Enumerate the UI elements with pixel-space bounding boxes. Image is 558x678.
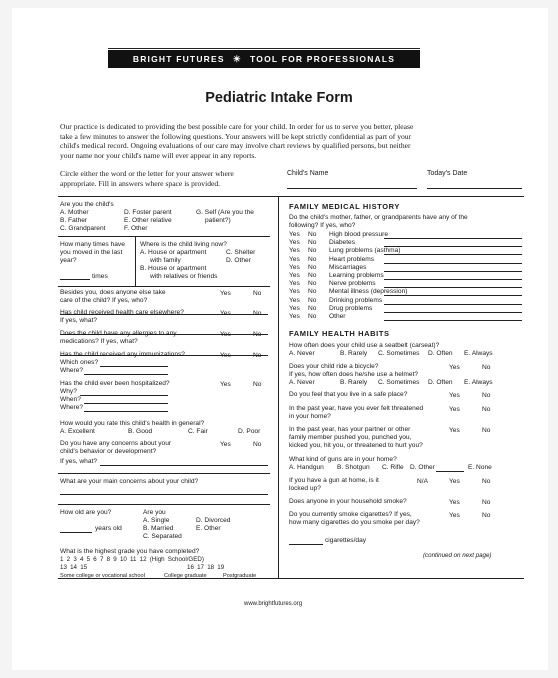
behavior-if-yes: If yes, what?: [60, 458, 98, 465]
partner-question-cont: family member pushed you, punched you,: [289, 434, 412, 441]
grade-row-2[interactable]: 16 17 18 19: [187, 564, 225, 571]
option-mother[interactable]: A. Mother: [60, 209, 89, 216]
moved-question-cont: you moved in the last: [60, 249, 123, 256]
no-option[interactable]: No: [253, 441, 262, 448]
no-option[interactable]: No: [482, 364, 491, 371]
safe-place-question: Do you feel that you live in a safe place?: [289, 391, 408, 398]
moved-question-cont: year?: [60, 257, 77, 264]
no-option[interactable]: No: [253, 290, 262, 297]
condition-label: Mental illness (depression): [329, 288, 408, 296]
yes-option[interactable]: Yes: [220, 331, 231, 338]
cigarettes-field[interactable]: [289, 544, 323, 545]
seatbelt-question: How often does your child use a seatbelt (carseat)?: [289, 342, 440, 349]
no-option[interactable]: No: [482, 406, 491, 413]
condition-who-field[interactable]: [384, 254, 522, 255]
rate-poor[interactable]: D. Poor: [238, 428, 261, 435]
option-father[interactable]: B. Father: [60, 217, 88, 224]
option-self-cont: patient?): [205, 217, 231, 224]
option-shelter[interactable]: C. Shelter: [226, 249, 256, 256]
family-health-habits-title: FAMILY HEALTH HABITS: [289, 329, 390, 338]
condition-who-field[interactable]: [384, 238, 522, 239]
seatbelt-often[interactable]: D. Often: [428, 350, 453, 357]
condition-yes[interactable]: Yes: [289, 288, 300, 296]
condition-label: Drinking problems: [329, 296, 383, 304]
condition-no[interactable]: No: [308, 272, 317, 279]
helmet-question: If yes, how often does he/she use a helmet?: [289, 371, 419, 378]
living-question: Where is the child living now?: [140, 241, 227, 248]
partner-question-cont: kicked you, hit you, or threatened to hurt you?: [289, 442, 423, 449]
instruction-line: appropriate. Fill in answers where space is provided.: [60, 178, 221, 188]
condition-who-field[interactable]: [384, 320, 522, 321]
banner-left: BRIGHT FUTURES: [132, 54, 225, 64]
immunization-question: Has the child received any immunizations?: [60, 351, 185, 358]
option-house-relatives-cont: with relatives or friends: [150, 273, 218, 280]
instruction-line: Circle either the word or the letter for your answer where: [60, 169, 234, 178]
cigarettes-question-cont: how many cigarettes do you smoke per day?: [289, 519, 420, 526]
condition-yes[interactable]: Yes: [289, 239, 300, 247]
age-field[interactable]: [60, 532, 92, 533]
condition-label: Nerve problems: [329, 280, 376, 288]
condition-yes[interactable]: Yes: [289, 272, 300, 279]
no-option[interactable]: No: [253, 352, 262, 359]
answer-line[interactable]: [84, 403, 168, 404]
cell-divider: [135, 236, 136, 286]
yes-option[interactable]: Yes: [449, 406, 460, 413]
condition-yes[interactable]: Yes: [289, 313, 300, 320]
rule: [58, 286, 270, 287]
condition-label: High blood pressure: [329, 231, 389, 238]
smoke-question: Does anyone in your household smoke?: [289, 498, 407, 505]
threatened-question-cont: in your home?: [289, 413, 331, 420]
condition-yes[interactable]: Yes: [289, 296, 300, 304]
yes-option[interactable]: Yes: [449, 478, 460, 485]
condition-no[interactable]: No: [308, 255, 317, 263]
grade-label-college: Some college or vocational school: [60, 573, 145, 579]
condition-no[interactable]: No: [308, 313, 317, 320]
childs-name-field[interactable]: [287, 188, 417, 189]
answer-line[interactable]: [100, 465, 268, 466]
no-option[interactable]: No: [482, 427, 491, 434]
concerns-question: What are your main concerns about your child?: [60, 478, 199, 485]
no-option[interactable]: No: [253, 331, 262, 338]
immunization-which: Which ones?: [60, 359, 99, 366]
option-self[interactable]: G. Self (Are you the: [196, 209, 254, 216]
status-other[interactable]: E. Other: [196, 525, 221, 532]
condition-label: Other: [329, 313, 346, 320]
rule: [58, 504, 270, 505]
condition-yes[interactable]: Yes: [289, 247, 300, 255]
option-other-relative[interactable]: E. Other relative: [124, 217, 172, 224]
elsewhere-question: Has child received health care elsewhere?: [60, 309, 184, 316]
condition-who-field[interactable]: [384, 295, 522, 296]
seatbelt-rarely[interactable]: B. Rarely: [340, 350, 368, 357]
option-other[interactable]: F. Other: [124, 225, 148, 232]
condition-no[interactable]: No: [308, 239, 317, 247]
condition-who-field[interactable]: [384, 304, 522, 305]
todays-date-label: Today's Date: [427, 170, 468, 177]
yes-option[interactable]: Yes: [449, 427, 460, 434]
cigarettes-question: Do you currently smoke cigarettes? If yes,: [289, 511, 412, 518]
grade-label-graduate: College graduate: [164, 573, 207, 579]
no-option[interactable]: No: [253, 381, 262, 388]
answer-line[interactable]: [84, 374, 168, 375]
continued-note: (continued on next page): [423, 552, 492, 559]
yes-option[interactable]: Yes: [449, 392, 460, 399]
gun-locked-question: If you have a gun at home, is it: [289, 477, 379, 484]
status-divorced[interactable]: D. Divorced: [196, 517, 231, 524]
yes-option[interactable]: Yes: [220, 310, 231, 317]
condition-yes[interactable]: Yes: [289, 231, 300, 238]
relationship-question: Are you the child's: [60, 201, 114, 208]
seatbelt-always[interactable]: E. Always: [464, 350, 493, 357]
times-label: times: [92, 273, 108, 280]
no-option[interactable]: No: [253, 310, 262, 317]
condition-label: Lung problems (asthma): [329, 247, 401, 255]
grade-question: What is the highest grade you have completed?: [60, 548, 200, 555]
helmet-sometimes[interactable]: C. Sometimes: [378, 379, 420, 386]
helmet-rarely[interactable]: B. Rarely: [340, 379, 368, 386]
allergy-question-cont: medications? If yes, what?: [60, 338, 138, 345]
behavior-question-cont: child's behavior or development?: [60, 448, 157, 455]
intro-line: child's medical record. Ongoing evaluations of our care may involve chart reviews by qualified persons, but neither: [60, 141, 411, 150]
yes-option[interactable]: Yes: [220, 290, 231, 297]
condition-label: Miscarriages: [329, 263, 367, 271]
condition-yes[interactable]: Yes: [289, 263, 300, 271]
answer-line[interactable]: [80, 395, 168, 396]
rate-question: How would you rate this child's health in general?: [60, 420, 205, 427]
todays-date-field[interactable]: [427, 188, 522, 189]
condition-no[interactable]: No: [308, 231, 317, 238]
helmet-always[interactable]: E. Always: [464, 379, 493, 386]
banner: [108, 50, 420, 68]
section-rule: [58, 196, 524, 197]
gun-other-field[interactable]: [436, 471, 464, 472]
gun-locked-question-cont: locked up?: [289, 485, 321, 492]
banner-rule: [108, 48, 420, 49]
gun-rifle[interactable]: C. Rifle: [382, 464, 404, 471]
condition-yes[interactable]: Yes: [289, 304, 300, 312]
answer-line[interactable]: [60, 494, 268, 495]
seatbelt-sometimes[interactable]: C. Sometimes: [378, 350, 420, 357]
condition-no[interactable]: No: [308, 280, 317, 288]
allergy-question: Does the child have any allergies to any: [60, 330, 177, 337]
answer-line[interactable]: [100, 366, 168, 367]
hospital-question: Has the child ever been hospitalized?: [60, 380, 170, 387]
threatened-question: In the past year, have you ever felt threatened: [289, 405, 424, 412]
elsewhere-question-cont: If yes, what?: [60, 317, 98, 324]
yes-option[interactable]: Yes: [449, 499, 460, 506]
page-title: Pediatric Intake Form: [205, 90, 353, 106]
condition-who-field[interactable]: [384, 263, 522, 264]
times-field[interactable]: [60, 279, 90, 280]
gun-none[interactable]: E. None: [468, 464, 492, 471]
cigarettes-unit: cigarettes/day: [325, 537, 367, 544]
behavior-question: Do you have any concerns about your: [60, 440, 172, 447]
yes-option[interactable]: Yes: [220, 381, 231, 388]
bicycle-question: Does your child ride a bicycle?: [289, 363, 379, 370]
intro-line: your name nor your child's name will ever appear in any reports.: [60, 150, 257, 160]
condition-label: Heart problems: [329, 255, 375, 263]
option-house-family[interactable]: A. House or apartment: [140, 249, 207, 256]
condition-label: Learning problems: [329, 272, 384, 279]
family-medical-history-title: FAMILY MEDICAL HISTORY: [289, 202, 400, 211]
gun-shotgun[interactable]: B. Shotgun: [337, 464, 370, 471]
hospital-why: Why?: [60, 388, 77, 395]
sun-logo-icon: ☀: [232, 53, 243, 64]
fmh-question: Do the child's mother, father, or grandparents have any of the: [289, 214, 468, 221]
no-option[interactable]: No: [482, 499, 491, 506]
option-house-family-cont: with family: [150, 257, 181, 264]
condition-who-field[interactable]: [384, 271, 522, 272]
yes-option[interactable]: Yes: [449, 364, 460, 371]
na-option[interactable]: N/A: [417, 478, 428, 485]
gun-handgun[interactable]: A. Handgun: [289, 464, 324, 471]
yes-option[interactable]: Yes: [449, 512, 460, 519]
hospital-when: When?: [60, 396, 81, 403]
rate-excellent[interactable]: A. Excellent: [60, 428, 95, 435]
grade-row-1[interactable]: 1 2 3 4 5 6 7 8 9 10 11 12 (High School/GED): [60, 556, 204, 563]
hospital-where: Where?: [60, 404, 84, 411]
rule: [58, 236, 270, 237]
option-other-living[interactable]: D. Other: [226, 257, 251, 264]
banner-right: TOOL FOR PROFESSIONALS: [250, 54, 396, 64]
condition-no[interactable]: No: [308, 247, 317, 255]
status-married[interactable]: B. Married: [143, 525, 174, 532]
grade-row-2a[interactable]: 13 14 15: [60, 564, 88, 571]
condition-no[interactable]: No: [308, 288, 317, 296]
status-separated[interactable]: C. Separated: [143, 533, 182, 540]
intro-line: Our practice is dedicated to providing the best possible care for your child. In order for us to serve you better, please: [60, 122, 414, 131]
option-grandparent[interactable]: C. Grandparent: [60, 225, 106, 232]
condition-yes[interactable]: Yes: [289, 255, 300, 263]
immunization-where: Where?: [60, 367, 84, 374]
marital-question: Are you: [143, 509, 166, 516]
care-question-cont: care of the child? If yes, who?: [60, 297, 148, 304]
condition-who-field[interactable]: [384, 246, 522, 247]
footer-url[interactable]: www.brightfutures.org: [244, 601, 303, 607]
condition-no[interactable]: No: [308, 304, 317, 312]
grade-label-postgraduate: Postgraduate: [223, 573, 257, 579]
condition-no[interactable]: No: [308, 263, 317, 271]
no-option[interactable]: No: [482, 512, 491, 519]
condition-label: Drug problems: [329, 304, 373, 312]
rule: [58, 473, 270, 474]
seatbelt-never[interactable]: A. Never: [289, 350, 315, 357]
helmet-often[interactable]: D. Often: [428, 379, 453, 386]
age-question: How old are you?: [60, 509, 112, 516]
care-question: Besides you, does anyone else take: [60, 289, 166, 296]
helmet-never[interactable]: A. Never: [289, 379, 315, 386]
yes-option[interactable]: Yes: [220, 441, 231, 448]
status-single[interactable]: A. Single: [143, 517, 170, 524]
guns-question: What kind of guns are in your home?: [289, 456, 397, 463]
condition-yes[interactable]: Yes: [289, 280, 300, 288]
years-old-label: years old: [95, 525, 122, 532]
option-house-relatives[interactable]: B. House or apartment: [140, 265, 207, 272]
fmh-question-cont: following? If yes, who?: [289, 222, 356, 229]
option-foster-parent[interactable]: D. Foster parent: [124, 209, 172, 216]
rate-good[interactable]: B. Good: [128, 428, 153, 435]
condition-label: Diabetes: [329, 239, 356, 247]
condition-who-field[interactable]: [384, 312, 522, 313]
condition-who-field[interactable]: [384, 279, 522, 280]
condition-no[interactable]: No: [308, 296, 317, 304]
intro-line: take a few minutes to answer the following questions. Your answers will be kept strictly confidential as part of your: [60, 131, 412, 141]
answer-line[interactable]: [84, 411, 168, 412]
yes-option[interactable]: Yes: [220, 352, 231, 359]
partner-question: In the past year, has your partner or other: [289, 426, 411, 433]
no-option[interactable]: No: [482, 392, 491, 399]
childs-name-label: Child's Name: [287, 170, 329, 177]
column-divider: [278, 196, 279, 578]
bottom-rule: [58, 578, 524, 579]
no-option[interactable]: No: [482, 478, 491, 485]
gun-other[interactable]: D. Other: [410, 464, 435, 471]
moved-question: How many times have: [60, 241, 125, 248]
rate-fair[interactable]: C. Fair: [188, 428, 208, 435]
